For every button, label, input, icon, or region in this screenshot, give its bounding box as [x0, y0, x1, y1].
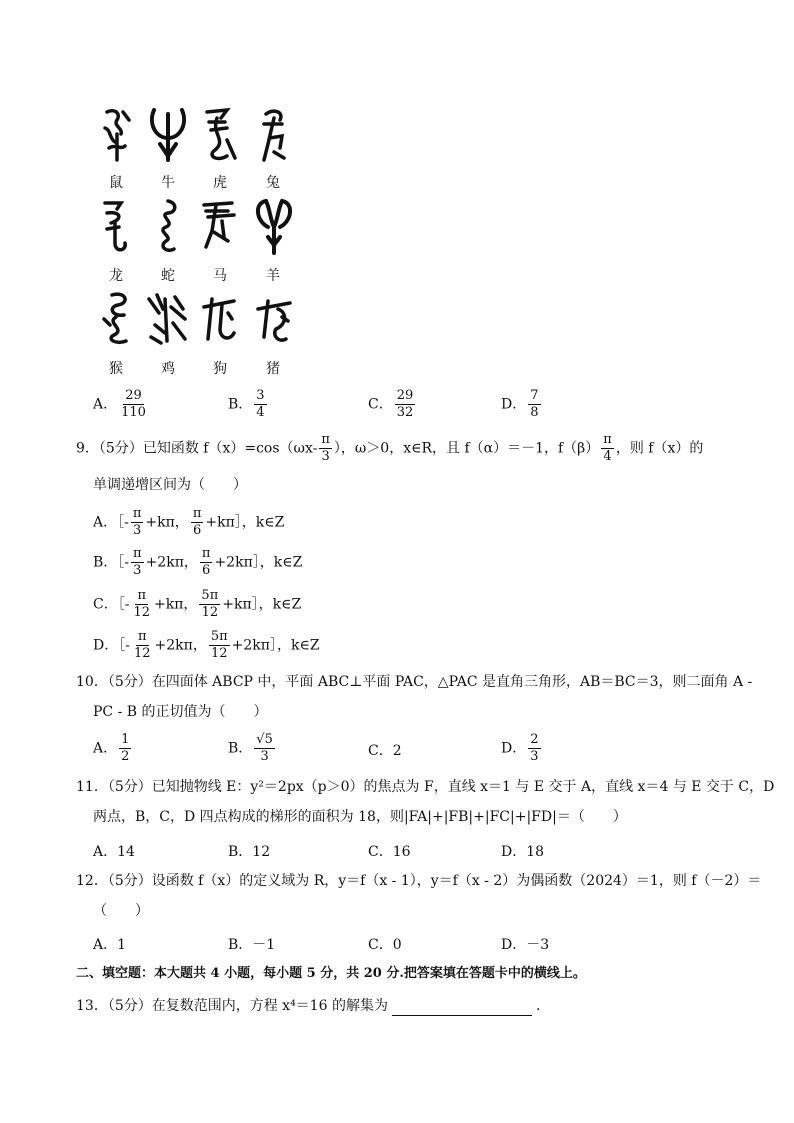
zodiac-label-rabbit: 兔 [266, 175, 280, 191]
q12-stem-line2: （ ） [93, 903, 149, 919]
section-2-heading: 二、填空题：本大题共 4 小题，每小题 5 分，共 20 分.把答案填在答题卡中的横线上。 [76, 966, 586, 981]
zodiac-label-rooster: 鸡 [161, 361, 175, 377]
q10-option-b[interactable]: B． $\frac{√5}{3}$ [228, 732, 273, 764]
question-13: 13．（5分）在复数范围内，方程 x⁴＝16 的解集为 . [76, 998, 541, 1014]
glyph-rabbit-image [250, 104, 296, 164]
q12-stem: 12．（5分）设函数 f（x）的定义域为 R，y＝f（x - 1），y＝f（x - 2）为偶函数（2024）＝1，则 f（－2）＝ [76, 873, 762, 889]
q10-option-d[interactable]: D． $\frac{2}{3}$ [501, 732, 539, 764]
q8-option-b[interactable]: B． $\frac{3}{4}$ [228, 388, 265, 420]
glyph-dog-image [198, 289, 244, 349]
q9-option-b[interactable]: B．［- $\frac{\pi}{3}$ +2kπ， $\frac{\pi}{6}$ +2kπ］，k∈Z [93, 546, 303, 578]
glyph-snake-image [146, 197, 192, 257]
q13-answer-blank[interactable] [392, 1001, 532, 1016]
q9-option-d[interactable]: D．［- $\frac{\pi}{12}$ +2kπ， $\frac{5\pi}{12}$ +2kπ］，k∈Z [93, 629, 320, 661]
q10-option-a[interactable]: A． $\frac{1}{2}$ [93, 732, 130, 764]
glyph-sheep-image [252, 197, 298, 257]
glyph-rat-image [95, 104, 141, 164]
zodiac-label-dog: 狗 [213, 361, 227, 377]
q9-option-c[interactable]: C．［- $\frac{\pi}{12}$ +kπ， $\frac{5\pi}{12}$ +kπ］，k∈Z [93, 588, 302, 620]
q11-stem: 11．（5分）已知抛物线 E：y²＝2px（p＞0）的焦点为 F，直线 x＝1 与 E 交于 A，直线 x＝4 与 E 交于 C，D [76, 779, 775, 795]
q10-stem: 10．（5分）在四面体 ABCP 中，平面 ABC⊥平面 PAC，△PAC 是直角三角形，AB＝BC＝3，则二面角 A - [76, 674, 753, 690]
glyph-dragon-image [95, 197, 141, 257]
q11-option-b[interactable]: B．12 [228, 844, 271, 860]
zodiac-label-snake: 蛇 [161, 268, 175, 284]
zodiac-label-dragon: 龙 [109, 268, 123, 284]
glyph-tiger-image [197, 104, 243, 164]
q8-option-c[interactable]: C． $\frac{29}{32}$ [368, 388, 414, 420]
q12-option-b[interactable]: B．－1 [228, 937, 276, 953]
q10-stem-line2: PC - B 的正切值为（ ） [93, 704, 268, 720]
q11-option-a[interactable]: A．14 [93, 844, 135, 860]
q10-option-c[interactable]: C．2 [368, 743, 402, 759]
q9-option-a[interactable]: A．［- $\frac{\pi}{3}$ +kπ， $\frac{\pi}{6}$ +kπ］，k∈Z [93, 506, 285, 538]
q8-option-a[interactable]: A． $\frac{29}{110}$ [93, 388, 146, 420]
zodiac-label-sheep: 羊 [266, 268, 280, 284]
glyph-ox-image [146, 104, 192, 164]
zodiac-label-rat: 鼠 [109, 175, 123, 191]
q9-stem: 9．（5分）已知函数 f（x）=cos（ωx- $\frac{\pi}{3}$ ），ω＞0，x∈R，且 f（α）＝－1，f（β） $\frac{\pi}{4}$ ，则 f（x）的 [76, 432, 704, 464]
glyph-horse-image [198, 197, 244, 257]
zodiac-label-ox: 牛 [161, 175, 175, 191]
glyph-rooster-image [145, 289, 191, 349]
q11-stem-line2: 两点，B，C，D 四点构成的梯形的面积为 18，则|FA|+|FB|+|FC|+|FD|＝（ ） [93, 809, 627, 825]
q8-option-d[interactable]: D． $\frac{7}{8}$ [501, 388, 539, 420]
q11-option-d[interactable]: D．18 [501, 844, 545, 860]
q12-option-d[interactable]: D．－3 [501, 937, 550, 953]
q11-option-c[interactable]: C．16 [368, 844, 411, 860]
zodiac-label-tiger: 虎 [213, 175, 227, 191]
zodiac-label-pig: 猪 [266, 361, 280, 377]
zodiac-label-horse: 马 [213, 268, 227, 284]
zodiac-label-monkey: 猴 [109, 361, 123, 377]
glyph-monkey-image [96, 289, 142, 349]
q12-option-a[interactable]: A．1 [93, 937, 127, 953]
glyph-pig-image [252, 289, 298, 349]
q12-option-c[interactable]: C．0 [368, 937, 402, 953]
q9-stem-line2: 单调递增区间为（ ） [93, 477, 247, 493]
